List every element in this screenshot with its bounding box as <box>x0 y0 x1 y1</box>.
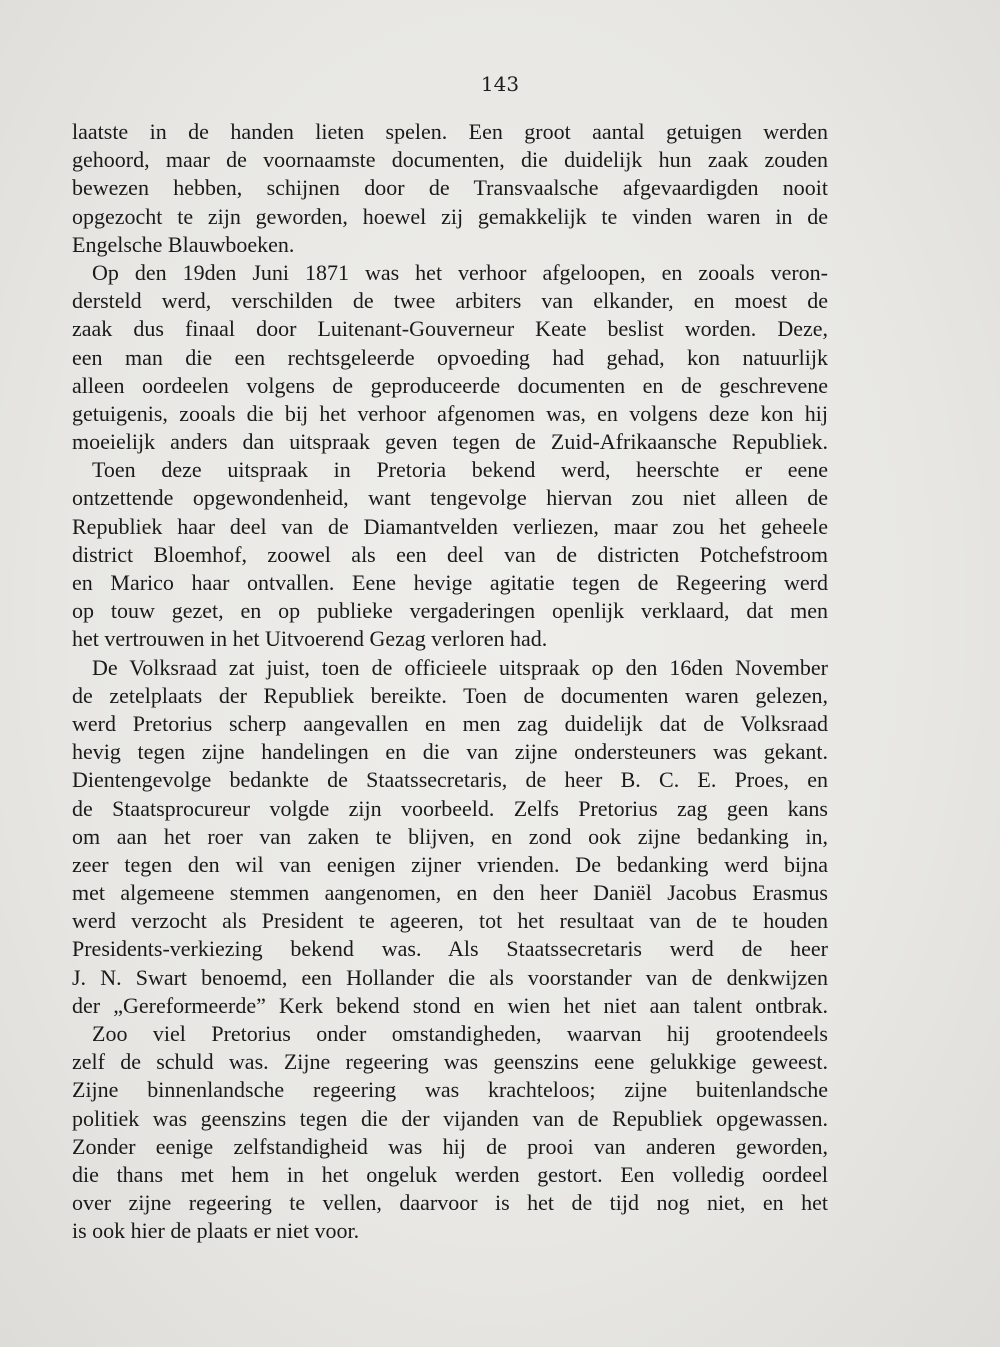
text-line: getuigenis, zooals die bij het verhoor afgenomen was, en volgens deze kon hij <box>72 400 828 426</box>
text-line: met algemeene stemmen aangenomen, en den heer Daniël Jacobus Erasmus <box>72 880 828 906</box>
text-line: gehoord, maar de voornaamste documenten, die duidelijk hun zaak zouden <box>72 147 828 173</box>
text-line: zeer tegen den wil van eenigen zijner vrienden. De bedanking werd bijna <box>72 851 828 877</box>
text-line: Engelsche Blauwboeken. <box>72 231 295 257</box>
text-line: dersteld werd, verschilden de twee arbiters van elkander, en moest de <box>72 288 828 314</box>
text-line: het vertrouwen in het Uitvoerend Gezag verloren had. <box>72 626 548 652</box>
text-line: J. N. Swart benoemd, een Hollander die als voorstander van de denkwijzen <box>72 964 828 990</box>
text-line: zaak dus finaal door Luitenant-Gouverneur Keate beslist worden. Deze, <box>72 316 828 342</box>
text-line: op touw gezet, en op publieke vergaderingen openlijk verklaard, dat men <box>72 598 828 624</box>
text-line: alleen oordeelen volgens de geproduceerde documenten en de geschrevene <box>72 372 828 398</box>
text-line: om aan het roer van zaken te blijven, en zond ook zijne bedanking in, <box>72 823 828 849</box>
text-line: de zetelplaats der Republiek bereikte. Toen de documenten waren gelezen, <box>72 682 828 708</box>
text-line: en Marico haar ontvallen. Eene hevige agitatie tegen de Regeering werd <box>72 570 828 595</box>
text-line: Zonder eenige zelfstandigheid was hij de prooi van anderen geworden, <box>72 1133 828 1159</box>
text-line: der „Gereformeerde” Kerk bekend stond en wien het niet aan talent ontbrak. <box>72 992 828 1018</box>
text-line: werd verzocht als President te ageeren, tot het resultaat van de te houden <box>72 908 828 934</box>
text-line: opgezocht te zijn geworden, hoewel zij gemakkelijk te vinden waren in de <box>72 203 828 229</box>
text-line: een man die een rechtsgeleerde opvoeding had gehad, kon natuurlijk <box>72 344 828 370</box>
text-line: laatste in de handen lieten spelen. Een groot aantal getuigen werden <box>72 119 828 144</box>
text-line: over zijne regeering te vellen, daarvoor is het de tijd nog niet, en het <box>72 1190 828 1216</box>
text-line: Dientengevolge bedankte de Staatssecretaris, de heer B. C. E. Proes, en <box>72 767 828 793</box>
body-text <box>72 118 828 1246</box>
text-line: politiek was geenszins tegen die der vijanden van de Republiek opgewassen. <box>72 1105 828 1131</box>
text-line: Toen deze uitspraak in Pretoria bekend werd, heerschte er eene <box>92 457 828 483</box>
text-line: Presidents-verkiezing bekend was. Als Staatssecretaris werd de heer <box>72 936 828 962</box>
text-line: bewezen hebben, schijnen door de Transvaalsche afgevaardigden nooit <box>72 175 828 201</box>
text-line: moeielijk anders dan uitspraak geven tegen de Zuid-Afrikaansche Republiek. <box>72 429 828 455</box>
page-number: 143 <box>480 72 520 96</box>
text-line: Zoo viel Pretorius onder omstandigheden, waarvan hij grootendeels <box>92 1021 828 1046</box>
text-line: De Volksraad zat juist, toen de officieele uitspraak op den 16den November <box>92 654 828 680</box>
text-line: Republiek haar deel van de Diamantvelden verliezen, maar zou het geheele <box>72 513 828 539</box>
text-line: ontzettende opgewondenheid, want tengevolge hiervan zou niet alleen de <box>72 485 828 511</box>
text-line: district Bloemhof, zoowel als een deel van de districten Potchefstroom <box>72 541 828 567</box>
text-line: hevig tegen zijne handelingen en die van zijne ondersteuners was gekant. <box>72 739 828 765</box>
text-line: Op den 19den Juni 1871 was het verhoor afgeloopen, en zooals veron- <box>92 259 828 285</box>
text-line: werd Pretorius scherp aangevallen en men zag duidelijk dat de Volksraad <box>72 710 828 736</box>
text-line: de Staatsprocureur volgde zijn voorbeeld. Zelfs Pretorius zag geen kans <box>72 795 828 821</box>
text-line: Zijne binnenlandsche regeering was krachteloos; zijne buitenlandsche <box>72 1077 828 1103</box>
text-line: is ook hier de plaats er niet voor. <box>72 1218 360 1244</box>
text-line: die thans met hem in het ongeluk werden gestort. Een volledig oordeel <box>72 1161 828 1187</box>
text-line: zelf de schuld was. Zijne regeering was geenszins eene gelukkige geweest. <box>72 1049 828 1075</box>
